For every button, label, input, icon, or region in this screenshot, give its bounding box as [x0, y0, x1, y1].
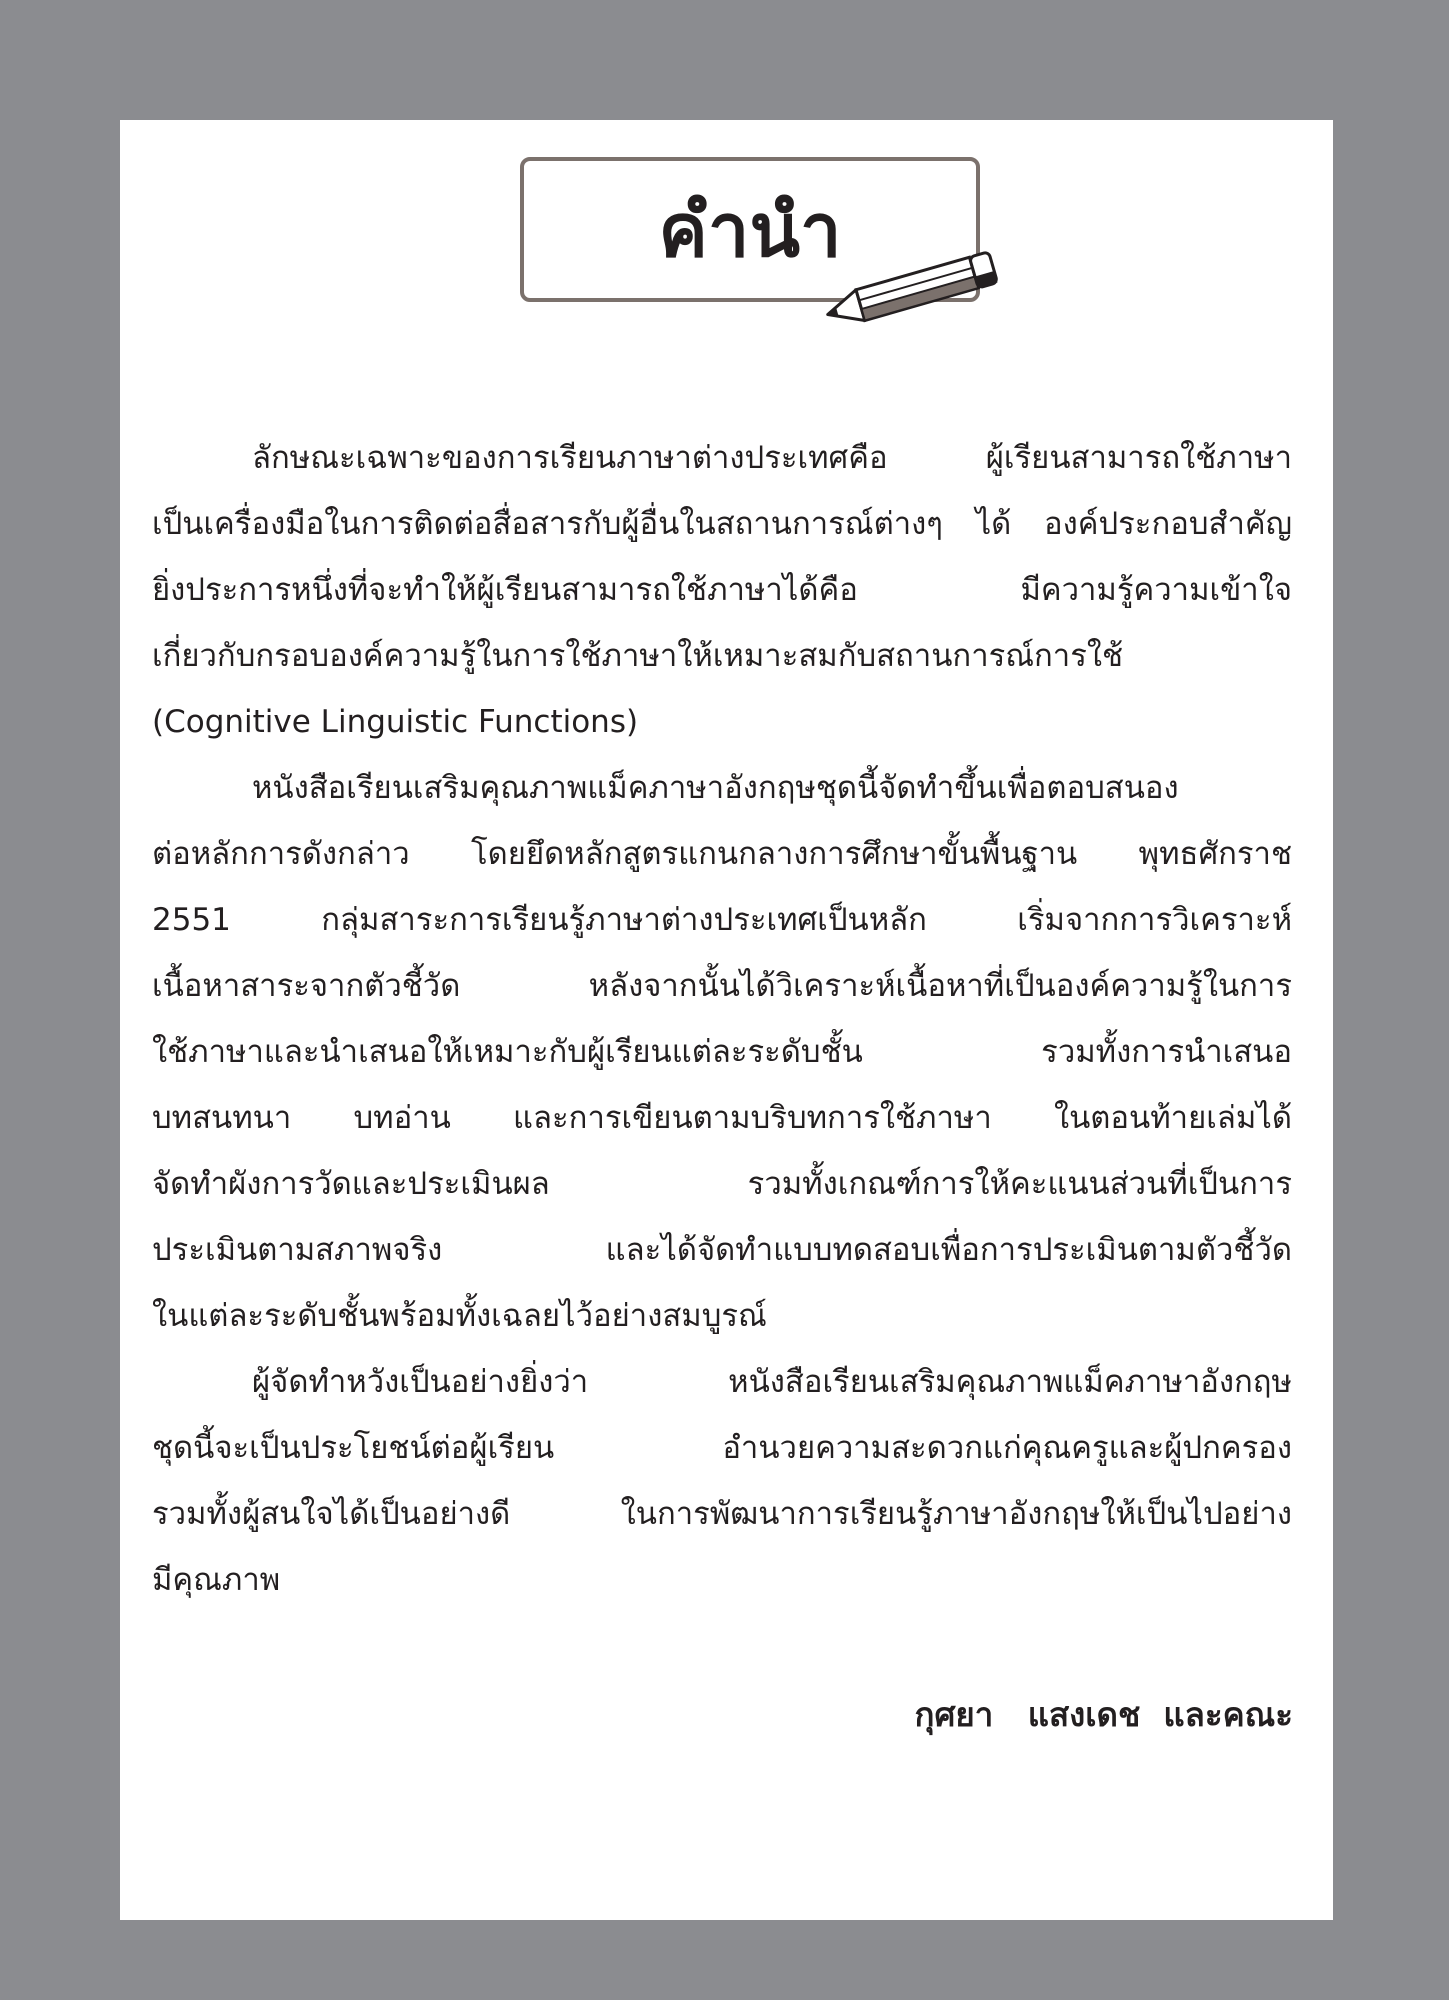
text-line: ประเมินตามสภาพจริง และได้จัดทำแบบทดสอบเพื่อการประเมินตามตัวชี้วัด	[152, 1232, 1292, 1268]
text-line: (Cognitive Linguistic Functions)	[152, 704, 639, 740]
text-line: หนังสือเรียนเสริมคุณภาพแม็คภาษาอังกฤษชุดนี้จัดทำขึ้นเพื่อตอบสนอง	[252, 770, 1179, 806]
paragraph-2	[152, 755, 1292, 1349]
paragraph-1	[152, 425, 1292, 755]
text-line: ผู้จัดทำหวังเป็นอย่างยิ่งว่า หนังสือเรียนเสริมคุณภาพแม็คภาษาอังกฤษ	[252, 1364, 1292, 1400]
text-line: ชุดนี้จะเป็นประโยชน์ต่อผู้เรียน อำนวยความสะดวกแก่คุณครูและผู้ปกครอง	[152, 1430, 1292, 1466]
text-line: ลักษณะเฉพาะของการเรียนภาษาต่างประเทศคือ ผู้เรียนสามารถใช้ภาษา	[252, 440, 1292, 476]
text-line: จัดทำผังการวัดและประเมินผล รวมทั้งเกณฑ์การให้คะแนนส่วนที่เป็นการ	[152, 1166, 1292, 1202]
text-line: รวมทั้งผู้สนใจได้เป็นอย่างดี ในการพัฒนาการเรียนรู้ภาษาอังกฤษให้เป็นไปอย่าง	[152, 1496, 1292, 1532]
document-page	[120, 120, 1333, 1920]
page-title: คำนำ	[658, 188, 842, 274]
text-line: ในแต่ละระดับชั้นพร้อมทั้งเฉลยไว้อย่างสมบูรณ์	[152, 1298, 767, 1334]
author-signature: กุศยา แสงเดช และคณะ	[914, 1695, 1293, 1734]
text-line: ต่อหลักการดังกล่าว โดยยึดหลักสูตรแกนกลางการศึกษาขั้นพื้นฐาน พุทธศักราช	[152, 836, 1292, 872]
text-line: เนื้อหาสาระจากตัวชี้วัด หลังจากนั้นได้วิเคราะห์เนื้อหาที่เป็นองค์ความรู้ในการ	[152, 968, 1292, 1004]
text-line: ใช้ภาษาและนำเสนอให้เหมาะกับผู้เรียนแต่ละระดับชั้น รวมทั้งการนำเสนอ	[152, 1034, 1292, 1070]
text-line: เป็นเครื่องมือในการติดต่อสื่อสารกับผู้อื่นในสถานการณ์ต่างๆ ได้ องค์ประกอบสำคัญ	[152, 506, 1292, 542]
text-line: ยิ่งประการหนึ่งที่จะทำให้ผู้เรียนสามารถใช้ภาษาได้คือ มีความรู้ความเข้าใจ	[152, 572, 1292, 608]
paragraph-3	[152, 1349, 1292, 1613]
pencil-icon	[806, 230, 1006, 340]
text-line: มีคุณภาพ	[152, 1562, 281, 1598]
text-line: 2551 กลุ่มสาระการเรียนรู้ภาษาต่างประเทศเป็นหลัก เริ่มจากการวิเคราะห์	[152, 902, 1292, 938]
body-text	[152, 425, 1292, 1613]
text-line: เกี่ยวกับกรอบองค์ความรู้ในการใช้ภาษาให้เหมาะสมกับสถานการณ์การใช้	[152, 638, 1124, 674]
text-line: บทสนทนา บทอ่าน และการเขียนตามบริบทการใช้ภาษา ในตอนท้ายเล่มได้	[152, 1100, 1292, 1136]
